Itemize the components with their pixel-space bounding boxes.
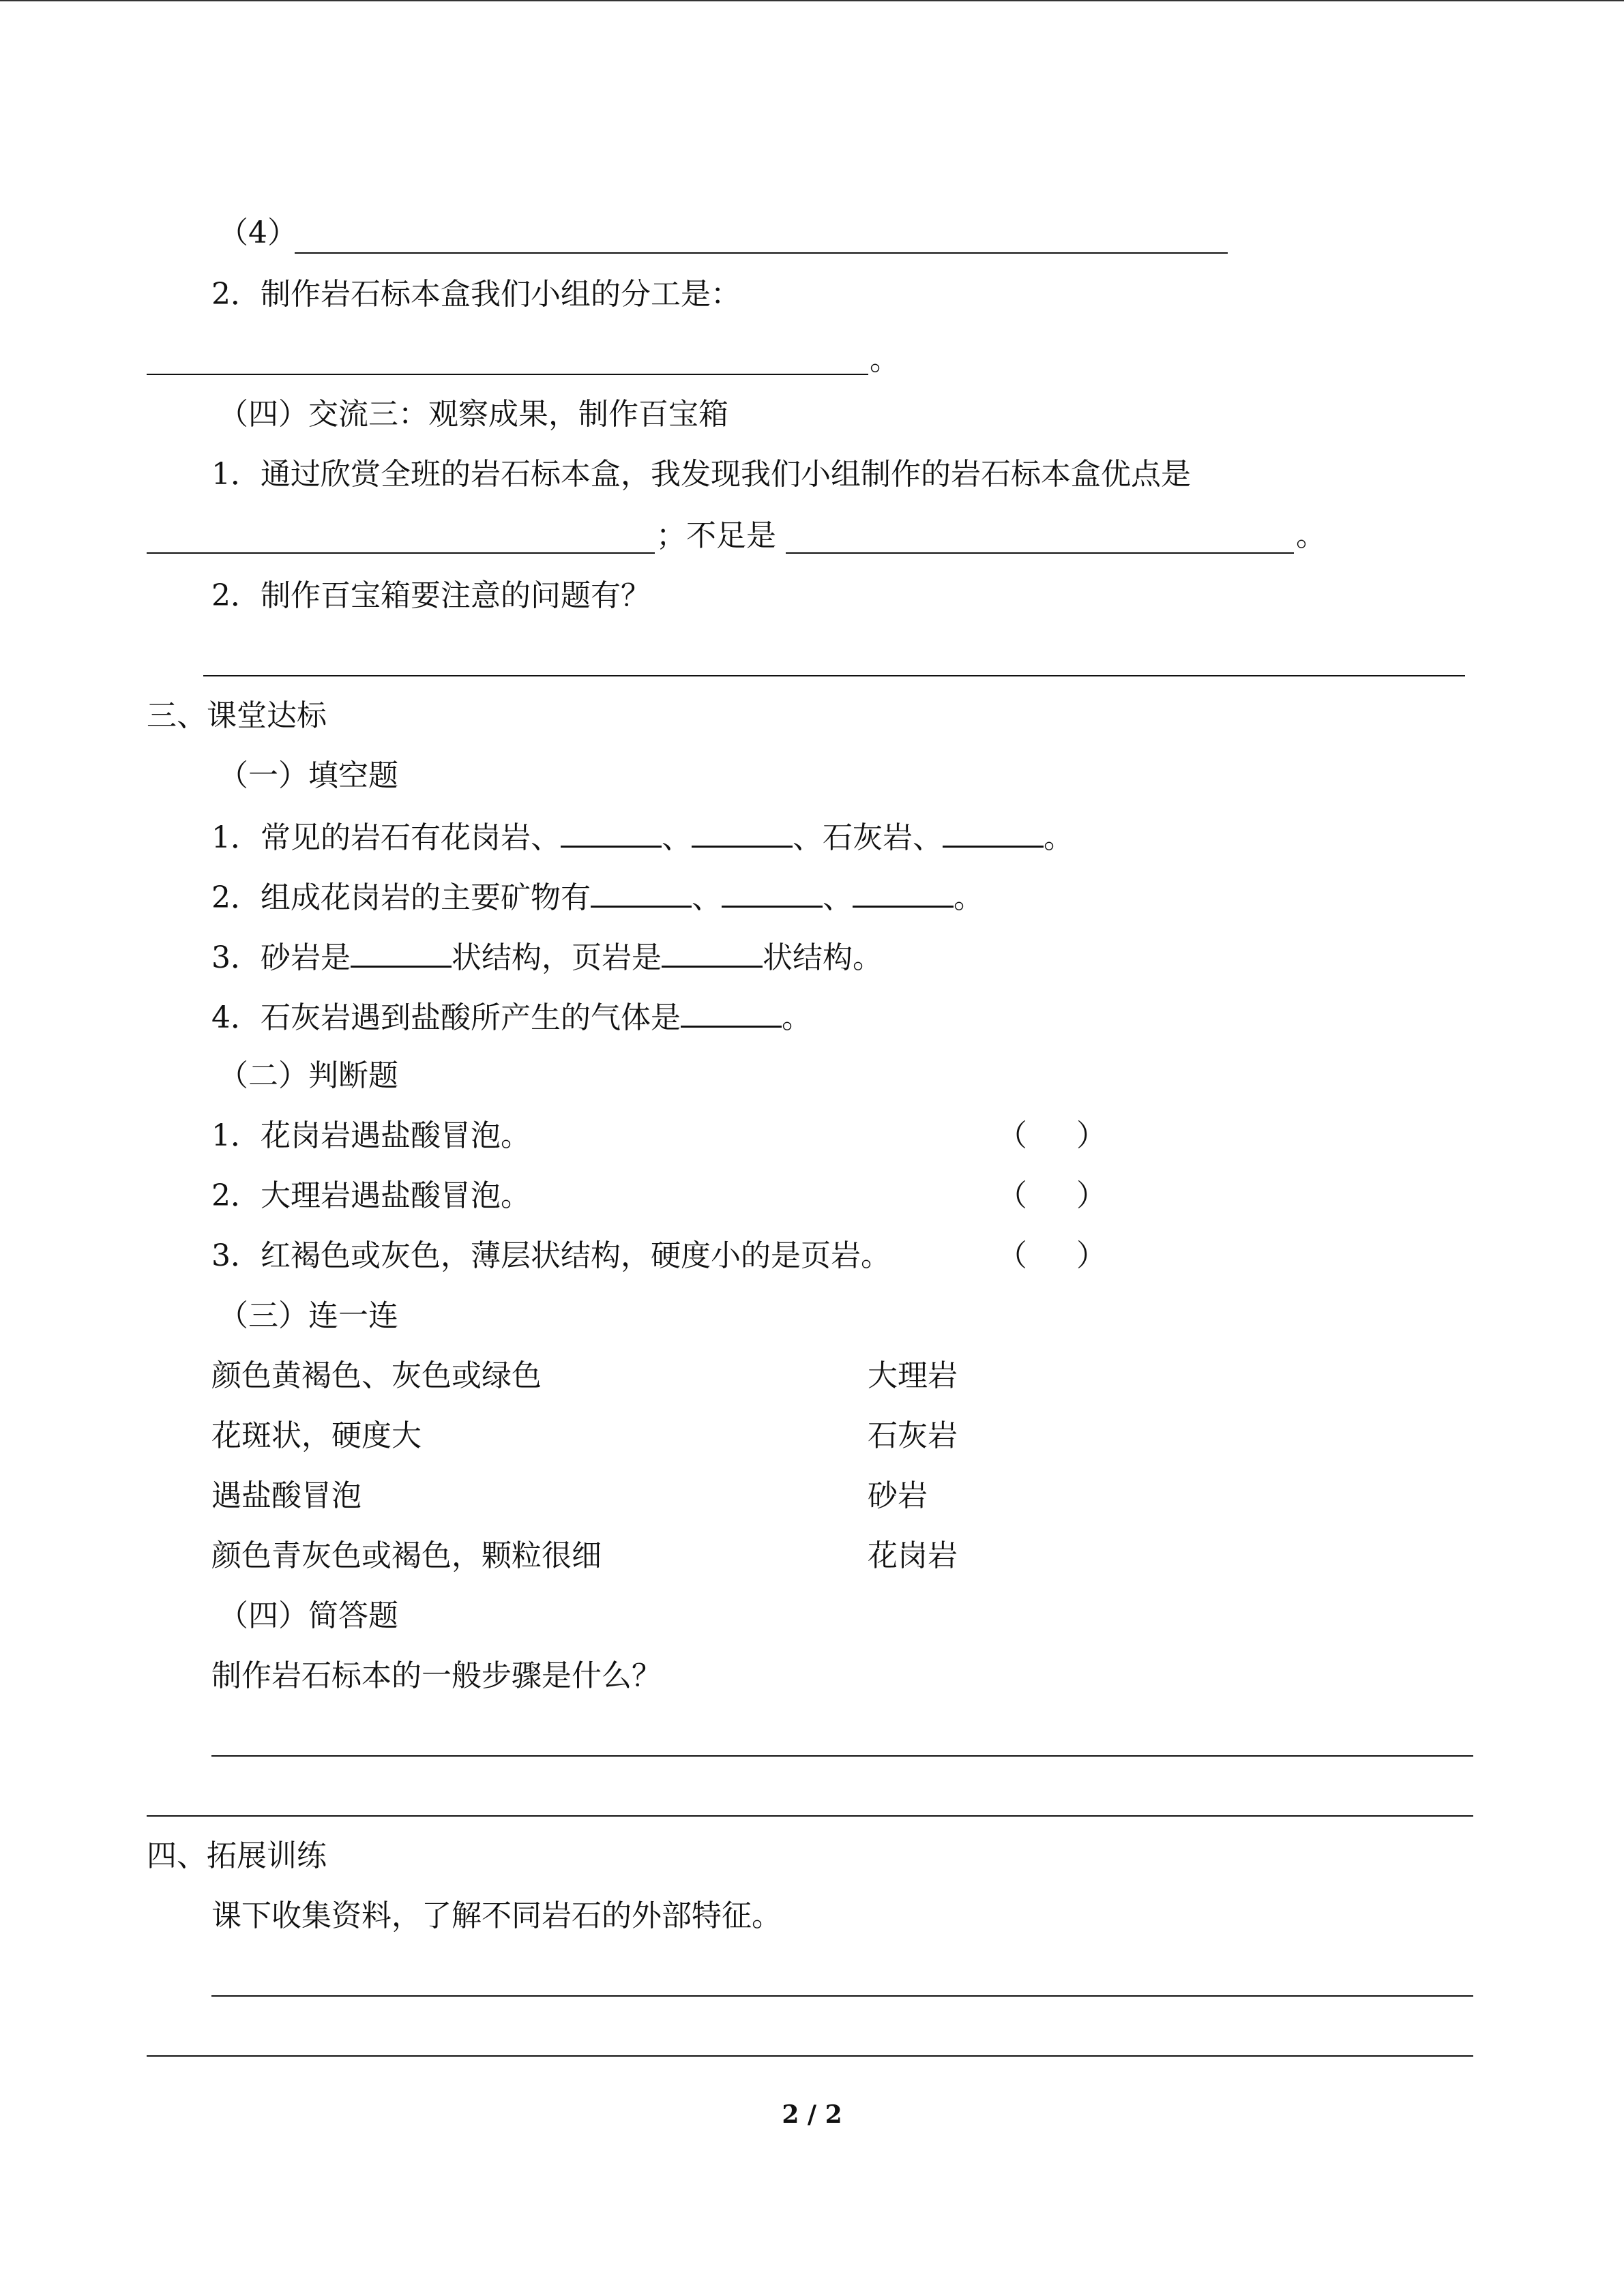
short-answer-line-1[interactable] xyxy=(211,1755,1473,1757)
s4-q1-shortcoming-line[interactable] xyxy=(786,552,1294,554)
judge-title: （二）判断题 xyxy=(218,1058,398,1093)
q2-text: 2．制作岩石标本盒我们小组的分工是： xyxy=(211,277,741,312)
s4-q1-text: 1．通过欣赏全班的岩石标本盒，我发现我们小组制作的岩石标本盒优点是 xyxy=(211,457,1191,492)
match-left-4[interactable]: 颜色青灰色或褐色，颗粒很细 xyxy=(211,1538,602,1573)
match-left-2[interactable]: 花斑状，硬度大 xyxy=(211,1418,422,1453)
fill-q4-a: 4．石灰岩遇到盐酸所产生的气体是 xyxy=(211,1000,681,1035)
match-right-4[interactable]: 花岗岩 xyxy=(868,1538,958,1573)
fill-q2-a: 2．组成花岗岩的主要矿物有 xyxy=(211,880,591,915)
fill-q2-sep2: 、 xyxy=(823,880,853,915)
fill-q1-blank1[interactable] xyxy=(561,816,662,848)
judge-answer-1[interactable] xyxy=(1030,1116,1075,1157)
judge-answer-3[interactable] xyxy=(1030,1236,1075,1277)
judge-item-1: 1．花岗岩遇盐酸冒泡。 xyxy=(211,1118,531,1153)
fill-q2-blank2[interactable] xyxy=(722,876,823,908)
fill-q1-blank2[interactable] xyxy=(692,816,793,848)
judge-paren-close-1: ） xyxy=(1076,1118,1106,1153)
fill-q1-sep1: 、 xyxy=(662,820,692,855)
fill-q1-b: 、石灰岩、 xyxy=(793,820,943,855)
judge-paren-open-1: （ xyxy=(997,1118,1027,1153)
short-question: 制作岩石标本的一般步骤是什么？ xyxy=(211,1658,662,1693)
match-right-1[interactable]: 大理岩 xyxy=(868,1358,958,1393)
short-title: （四）简答题 xyxy=(218,1598,398,1633)
page-top-border xyxy=(0,0,1624,1)
fill-q3 xyxy=(211,936,883,979)
match-title: （三）连一连 xyxy=(218,1298,398,1333)
judge-item-3: 3．红褐色或灰色，薄层状结构，硬度小的是页岩。 xyxy=(211,1238,891,1273)
part4-answer-line-2[interactable] xyxy=(147,2055,1473,2057)
q2-answer-line[interactable] xyxy=(147,374,868,375)
fill-q1-blank3[interactable] xyxy=(943,816,1044,848)
judge-paren-open-2: （ xyxy=(997,1178,1027,1213)
fill-q2-blank3[interactable] xyxy=(853,876,954,908)
s4-q1-advantage-line[interactable] xyxy=(147,552,655,554)
judge-paren-close-2: ） xyxy=(1076,1178,1106,1213)
fill-q2 xyxy=(211,876,984,919)
q2-end: 。 xyxy=(870,342,900,377)
match-right-2[interactable]: 石灰岩 xyxy=(868,1418,958,1453)
fill-q1-end: 。 xyxy=(1044,820,1074,855)
fill-q1 xyxy=(211,816,1074,859)
judge-paren-close-3: ） xyxy=(1076,1238,1106,1273)
fill-q1-a: 1．常见的岩石有花岗岩、 xyxy=(211,820,561,855)
fill-q3-a: 3．砂岩是 xyxy=(211,940,351,975)
fill-q3-blank2[interactable] xyxy=(662,936,763,968)
page-number: 2 / 2 xyxy=(782,2100,842,2129)
fill-q2-sep1: 、 xyxy=(692,880,722,915)
s4-q2-answer-line[interactable] xyxy=(203,675,1465,676)
judge-paren-open-3: （ xyxy=(997,1238,1027,1273)
match-left-3[interactable]: 遇盐酸冒泡 xyxy=(211,1478,361,1513)
judge-item-2: 2．大理岩遇盐酸冒泡。 xyxy=(211,1178,531,1213)
fill-q3-c: 状结构。 xyxy=(763,940,883,975)
section4-title: （四）交流三：观察成果，制作百宝箱 xyxy=(218,397,728,432)
part3-title: 三、课堂达标 xyxy=(147,698,327,733)
s4-q1-end: 。 xyxy=(1296,518,1326,553)
s4-q2-text: 2．制作百宝箱要注意的问题有？ xyxy=(211,578,651,613)
match-left-1[interactable]: 颜色黄褐色、灰色或绿色 xyxy=(211,1358,542,1393)
part4-title: 四、拓展训练 xyxy=(147,1838,327,1873)
fill-q4 xyxy=(211,996,812,1039)
short-answer-line-2[interactable] xyxy=(147,1815,1473,1817)
fill-q4-end: 。 xyxy=(782,1000,812,1035)
fill-q3-b: 状结构，页岩是 xyxy=(452,940,662,975)
item4-answer-line[interactable] xyxy=(295,252,1228,254)
part4-answer-line-1[interactable] xyxy=(211,1995,1473,1997)
item4-label: （4） xyxy=(218,215,297,250)
fill-q3-blank1[interactable] xyxy=(351,936,452,968)
judge-answer-2[interactable] xyxy=(1030,1176,1075,1217)
fill-title: （一）填空题 xyxy=(218,758,398,793)
fill-q2-end: 。 xyxy=(954,880,984,915)
match-right-3[interactable]: 砂岩 xyxy=(868,1478,928,1513)
fill-q2-blank1[interactable] xyxy=(591,876,692,908)
part4-text: 课下收集资料，了解不同岩石的外部特征。 xyxy=(211,1898,782,1933)
fill-q4-blank[interactable] xyxy=(681,996,782,1028)
s4-q1-mid: ；不足是 xyxy=(656,518,776,553)
